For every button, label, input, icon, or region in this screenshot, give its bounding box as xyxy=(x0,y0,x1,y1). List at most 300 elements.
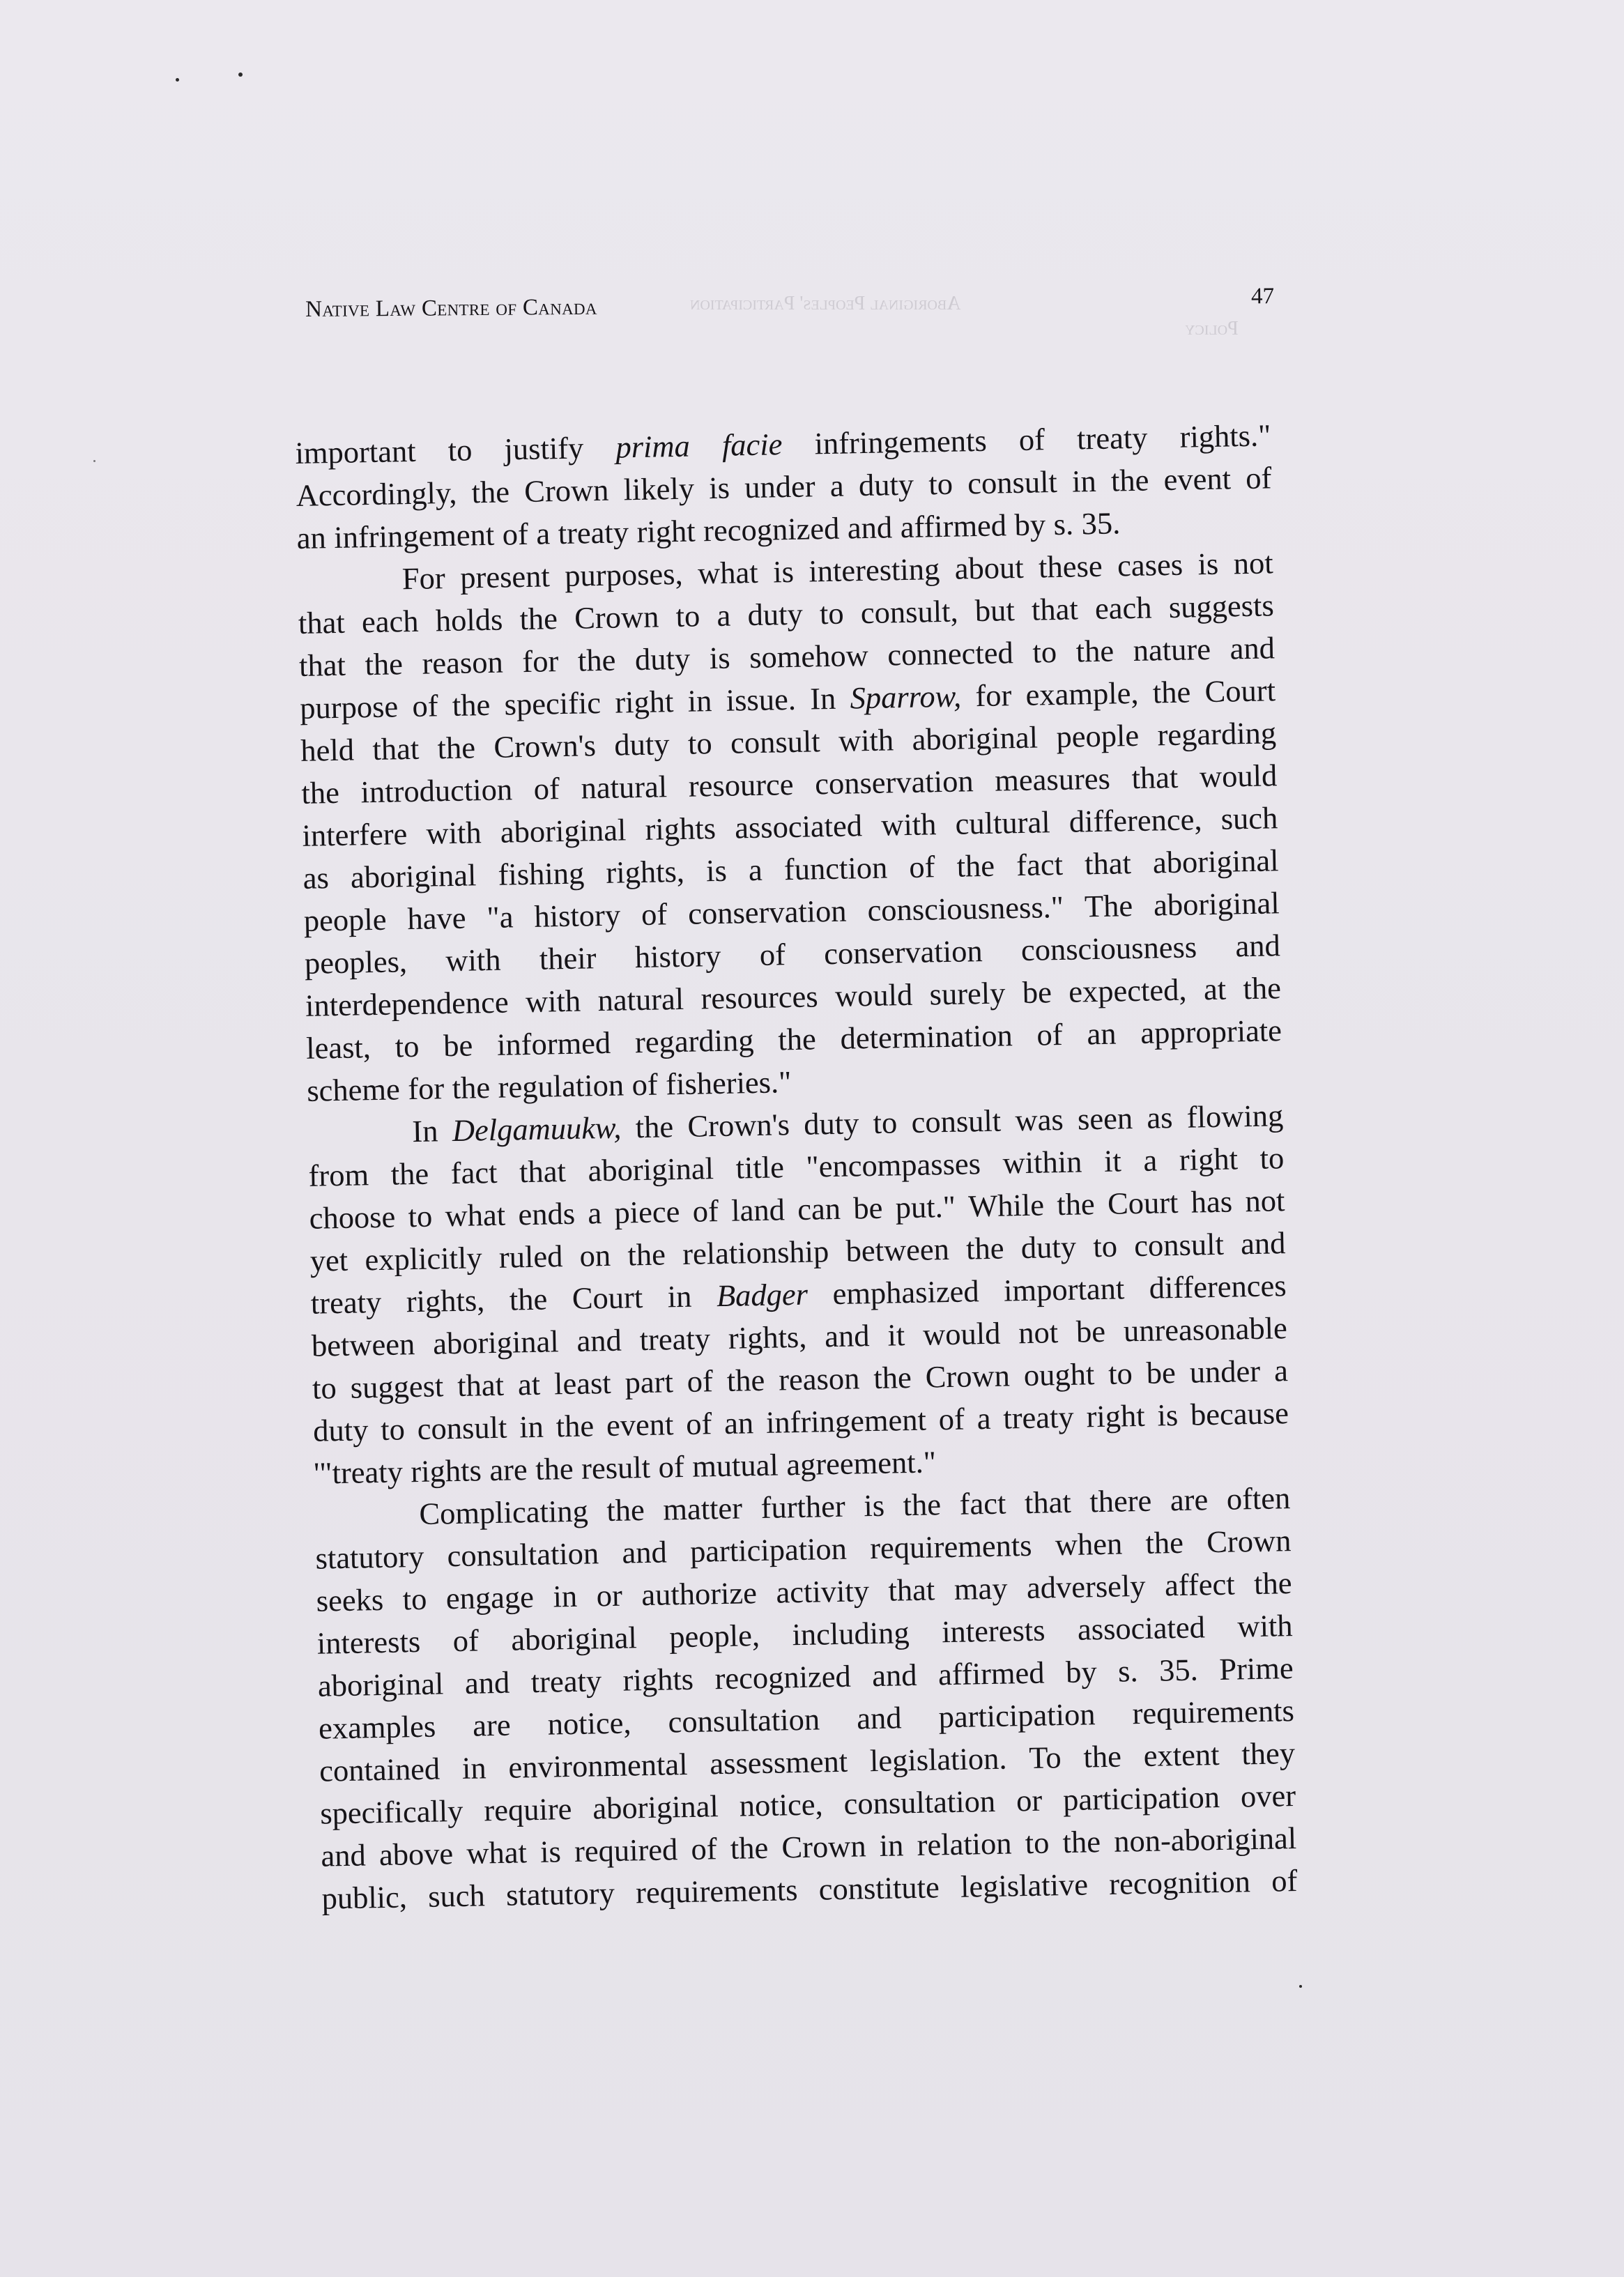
word: Accordingly, xyxy=(296,475,457,513)
word: participation xyxy=(1062,1779,1220,1818)
word: with xyxy=(880,806,937,843)
word: event xyxy=(1163,461,1232,498)
word: and xyxy=(1234,928,1281,964)
word: relation xyxy=(917,1825,1012,1862)
word: for xyxy=(407,1071,445,1107)
word: cases xyxy=(1117,546,1183,583)
word: explicitly xyxy=(365,1240,483,1278)
word: to xyxy=(1032,634,1057,670)
word: adversely xyxy=(1026,1567,1146,1606)
word: the xyxy=(452,687,491,723)
word: the xyxy=(1145,1524,1184,1561)
word: the xyxy=(635,1109,674,1145)
word: and xyxy=(847,509,893,546)
word: the xyxy=(1083,1738,1122,1774)
word: reason xyxy=(422,644,504,681)
word: choose xyxy=(309,1199,396,1236)
word: agreement." xyxy=(786,1444,937,1482)
word: under xyxy=(1189,1353,1261,1390)
word: when xyxy=(1055,1526,1123,1563)
word: consult xyxy=(417,1409,507,1447)
word: can xyxy=(797,1190,841,1227)
word: be xyxy=(852,1190,883,1226)
word: the xyxy=(956,848,995,884)
word: to xyxy=(402,1581,427,1617)
bleed-through-text: Policy xyxy=(1185,318,1239,339)
word: over xyxy=(1240,1778,1296,1814)
word: the xyxy=(903,1487,942,1523)
word: specific xyxy=(504,685,602,722)
word: right xyxy=(636,513,696,550)
word: important xyxy=(1003,1271,1125,1308)
word: of xyxy=(1271,1862,1298,1899)
word: affirmed xyxy=(900,507,1007,545)
scan-speck xyxy=(1299,1985,1302,1988)
italic-word: Sparrow, xyxy=(850,678,962,716)
word: Complicating xyxy=(419,1493,589,1531)
word: are xyxy=(472,1707,512,1743)
italic-word: Badger xyxy=(716,1276,809,1314)
word: somehow xyxy=(749,637,869,675)
word: rights, xyxy=(605,853,685,890)
word: consciousness xyxy=(1020,929,1197,968)
word: part xyxy=(625,1364,674,1400)
word: their xyxy=(539,940,597,976)
word: to xyxy=(675,598,700,634)
word: emphasized xyxy=(832,1273,980,1312)
word: the xyxy=(535,1450,574,1487)
word: activity xyxy=(776,1573,870,1610)
word: regarding xyxy=(634,1022,754,1060)
word: associated xyxy=(734,808,863,845)
word: affirmed xyxy=(937,1655,1045,1692)
word: duty xyxy=(1020,1229,1077,1266)
word: fisheries." xyxy=(665,1064,792,1102)
word: introduction xyxy=(360,772,513,810)
word: of xyxy=(533,771,560,806)
word: interdependence xyxy=(305,984,510,1023)
word: cultural xyxy=(955,804,1051,841)
word: the xyxy=(730,1830,769,1866)
word: seen xyxy=(1077,1101,1133,1137)
word: justify xyxy=(504,430,584,467)
word: to xyxy=(394,1028,420,1064)
word: determination xyxy=(840,1018,1013,1056)
word: by xyxy=(1065,1654,1098,1690)
word: and xyxy=(1240,1225,1286,1262)
word: conservation xyxy=(823,933,983,972)
word: the xyxy=(365,646,404,682)
word: affect xyxy=(1164,1566,1235,1603)
word: To xyxy=(1028,1740,1062,1776)
word: example, xyxy=(1025,675,1139,712)
word: the xyxy=(1253,1565,1292,1602)
word: present xyxy=(459,558,551,595)
word: s. xyxy=(1053,506,1074,542)
word: be xyxy=(1022,974,1052,1011)
word: of xyxy=(687,1363,714,1399)
word: as xyxy=(1146,1100,1173,1135)
word: to xyxy=(312,1370,337,1406)
word: history xyxy=(634,937,721,975)
word: reason xyxy=(778,1360,860,1397)
word: regarding xyxy=(1157,715,1277,753)
word: is xyxy=(705,852,728,889)
word: with xyxy=(838,722,894,758)
word: there xyxy=(1089,1482,1152,1519)
word: important xyxy=(295,433,417,470)
word: an xyxy=(723,1405,754,1441)
word: purposes, xyxy=(564,555,684,593)
word: "a xyxy=(487,899,514,935)
word: recognized xyxy=(714,1658,852,1696)
word: rights, xyxy=(728,1319,807,1356)
word: expected, xyxy=(1068,972,1187,1009)
word: requirements xyxy=(869,1527,1032,1566)
word: a xyxy=(976,1400,991,1436)
word: conservation xyxy=(814,763,974,802)
word: the xyxy=(556,1408,595,1444)
word: of xyxy=(502,516,529,552)
word: consultation xyxy=(668,1701,820,1740)
word: fact xyxy=(450,1154,498,1191)
word: regulation xyxy=(498,1067,625,1105)
word: to xyxy=(1025,1825,1050,1861)
word: interfere xyxy=(302,816,408,853)
word: the xyxy=(437,730,476,766)
word: on xyxy=(579,1237,611,1273)
word: In xyxy=(411,1113,438,1149)
word: rights xyxy=(645,811,717,847)
word: of xyxy=(1245,460,1272,496)
word: including xyxy=(792,1615,910,1653)
word: mutual xyxy=(691,1447,779,1484)
word: often xyxy=(1226,1480,1291,1517)
word: duty xyxy=(858,466,914,503)
word: and xyxy=(871,1657,917,1694)
word: history xyxy=(533,897,621,934)
word: the xyxy=(471,474,510,510)
word: recognized xyxy=(703,510,840,549)
word: the xyxy=(965,1230,1004,1266)
word: for xyxy=(521,643,559,680)
word: the xyxy=(777,1021,817,1057)
word: with xyxy=(1236,1608,1293,1644)
scan-speck xyxy=(176,78,179,82)
word: at xyxy=(1203,971,1227,1007)
word: that xyxy=(298,647,346,683)
word: title xyxy=(735,1149,785,1186)
word: because xyxy=(1190,1395,1289,1432)
word: between xyxy=(311,1326,415,1363)
word: the xyxy=(301,774,340,811)
word: what xyxy=(466,1834,528,1871)
word: of xyxy=(452,1623,480,1659)
word: people, xyxy=(668,1618,760,1655)
word: 35. xyxy=(1081,505,1121,542)
word: peoples, xyxy=(304,944,408,981)
word: Crown xyxy=(781,1828,866,1865)
word: Crown's xyxy=(493,728,597,765)
word: but xyxy=(974,592,1016,629)
word: by xyxy=(1014,507,1046,543)
word: is xyxy=(772,553,795,590)
word: treaty xyxy=(310,1284,382,1321)
word: a xyxy=(1273,1353,1289,1388)
word: least xyxy=(553,1365,612,1402)
word: participation xyxy=(938,1696,1096,1735)
word: in xyxy=(461,1750,487,1786)
word: infringements xyxy=(814,422,988,461)
word: Crown's xyxy=(687,1107,790,1144)
word: the xyxy=(726,1362,765,1398)
word: yet xyxy=(309,1242,348,1278)
word: recognition xyxy=(1108,1864,1251,1901)
word: For xyxy=(401,560,446,597)
word: about xyxy=(954,549,1025,586)
word: to xyxy=(1259,1140,1285,1176)
word: and xyxy=(856,1700,902,1736)
word: Crown xyxy=(925,1358,1011,1395)
word: to xyxy=(408,1198,433,1234)
word: surely xyxy=(929,975,1006,1012)
word: ruled xyxy=(498,1239,563,1275)
word: aboriginal xyxy=(1153,885,1280,923)
word: that xyxy=(371,730,420,767)
word: conservation xyxy=(687,893,847,931)
word: authorize xyxy=(641,1575,758,1613)
word: is xyxy=(1157,1397,1179,1433)
word: consultation xyxy=(843,1783,996,1821)
word: resources xyxy=(700,979,819,1016)
word: Prime xyxy=(1218,1650,1294,1687)
word: not xyxy=(1018,1314,1059,1351)
word: they xyxy=(1241,1735,1296,1772)
word: it xyxy=(1103,1143,1122,1179)
word: for xyxy=(974,677,1012,714)
word: examples xyxy=(318,1708,436,1746)
word: Court xyxy=(1107,1184,1179,1221)
word: in xyxy=(879,1827,904,1863)
word: is xyxy=(1197,546,1219,582)
word: to xyxy=(928,466,953,502)
word: issue. xyxy=(726,681,797,718)
word: people xyxy=(303,901,387,938)
word: further xyxy=(760,1488,846,1526)
word: ends xyxy=(518,1195,576,1232)
word: a xyxy=(748,852,763,888)
word: of xyxy=(692,1193,719,1229)
word: of xyxy=(685,1406,712,1441)
word: function xyxy=(783,850,888,887)
word: natural xyxy=(581,769,668,806)
word: to xyxy=(687,726,713,761)
word: the xyxy=(627,1236,666,1273)
word: the xyxy=(1062,1824,1101,1860)
word: appropriate xyxy=(1140,1013,1282,1050)
page-number: 47 xyxy=(1250,284,1275,309)
word: consult xyxy=(911,1103,1002,1140)
word: consciousness." xyxy=(867,889,1064,928)
word: rights, xyxy=(406,1282,485,1319)
word: result xyxy=(581,1449,651,1486)
word: the xyxy=(873,1360,912,1396)
word: aboriginal xyxy=(510,1620,638,1657)
word: to xyxy=(1092,1228,1118,1264)
word: Court xyxy=(1204,673,1276,710)
word: people xyxy=(1056,717,1140,755)
word: what xyxy=(697,554,759,591)
word: duty xyxy=(634,641,691,677)
word: of xyxy=(1018,422,1045,457)
running-head xyxy=(305,284,1274,333)
word: informed xyxy=(496,1025,611,1062)
word: to xyxy=(380,1411,406,1447)
word: unreasonable xyxy=(1123,1310,1288,1349)
word: difference, xyxy=(1068,802,1202,839)
word: fishing xyxy=(498,855,585,892)
word: is xyxy=(863,1487,885,1524)
word: would xyxy=(1199,758,1278,795)
word: to xyxy=(447,432,473,468)
word: have xyxy=(407,900,466,937)
word: under xyxy=(744,468,816,505)
word: environmental xyxy=(508,1746,688,1785)
word: in xyxy=(553,1578,578,1614)
word: would xyxy=(834,976,913,1013)
word: or xyxy=(1016,1782,1043,1818)
word: least, xyxy=(305,1029,371,1066)
word: non-aboriginal xyxy=(1113,1820,1297,1859)
word: such xyxy=(427,1878,486,1914)
word: treaty xyxy=(639,1321,711,1358)
word: in xyxy=(667,1278,692,1314)
word: a xyxy=(829,468,845,503)
word: an xyxy=(1086,1015,1117,1052)
word: that xyxy=(1031,591,1079,627)
word: constitute xyxy=(818,1869,940,1907)
word: a xyxy=(1143,1142,1158,1178)
word: specifically xyxy=(319,1793,464,1831)
word: above xyxy=(378,1836,454,1873)
word: notice, xyxy=(547,1705,631,1742)
word: be xyxy=(1146,1355,1177,1390)
word: and xyxy=(622,1534,668,1570)
word: aboriginal xyxy=(592,1788,719,1826)
word: within xyxy=(1002,1144,1082,1181)
word: or xyxy=(596,1577,623,1613)
word: interests xyxy=(941,1612,1045,1650)
word: of xyxy=(759,937,786,972)
word: of xyxy=(908,849,935,884)
word: assessment xyxy=(709,1743,848,1781)
word: put." xyxy=(895,1188,956,1225)
word: be xyxy=(1075,1313,1106,1349)
word: "encompasses xyxy=(806,1146,981,1184)
word: notice, xyxy=(739,1786,824,1823)
word: that xyxy=(888,1572,935,1608)
word: that xyxy=(298,604,346,641)
word: is xyxy=(539,1834,562,1869)
word: the xyxy=(1152,674,1191,710)
word: rights xyxy=(622,1661,694,1698)
word: duty xyxy=(747,596,804,633)
word: consult xyxy=(967,463,1058,501)
word: interests xyxy=(316,1623,421,1661)
word: relationship xyxy=(682,1234,829,1272)
word: Court xyxy=(572,1280,643,1316)
word: holds xyxy=(435,601,503,638)
word: is xyxy=(708,470,730,506)
word: and xyxy=(320,1837,367,1873)
word: of xyxy=(691,1831,718,1866)
word: require xyxy=(483,1791,572,1828)
word: consult xyxy=(1133,1226,1225,1264)
word: duty xyxy=(312,1412,369,1448)
word: '"treaty xyxy=(313,1454,404,1491)
word: aboriginal xyxy=(432,1324,560,1361)
word: likely xyxy=(623,470,695,507)
word: the xyxy=(1075,633,1114,669)
scan-speck xyxy=(93,460,95,462)
bleed-through-text: Aboriginal Peoples' Participation xyxy=(690,293,961,314)
scan-speck xyxy=(238,72,243,77)
word: land xyxy=(730,1192,786,1228)
word: of xyxy=(938,1401,965,1437)
word: not xyxy=(1245,1183,1285,1219)
word: ought xyxy=(1023,1356,1095,1393)
word: such xyxy=(1220,800,1278,836)
word: infringement xyxy=(333,516,495,555)
word: seeks xyxy=(316,1581,384,1618)
word: right xyxy=(614,684,674,720)
word: consult xyxy=(730,723,821,760)
word: statutory xyxy=(505,1875,615,1912)
word: associated xyxy=(1077,1609,1206,1647)
word: treaty xyxy=(558,514,629,551)
word: and xyxy=(464,1664,510,1701)
word: infringement xyxy=(765,1402,927,1440)
word: with xyxy=(426,815,482,851)
word: nature xyxy=(1133,631,1211,668)
word: with xyxy=(525,983,581,1020)
word: measures xyxy=(994,760,1111,798)
word: with xyxy=(445,942,501,979)
italic-word: facie xyxy=(721,427,783,463)
word: of xyxy=(412,688,439,723)
word: that xyxy=(457,1367,505,1403)
word: s. xyxy=(1117,1653,1139,1689)
word: suggests xyxy=(1168,588,1275,625)
word: right xyxy=(1179,1141,1239,1177)
word: and xyxy=(824,1318,870,1354)
word: duty xyxy=(803,1105,859,1142)
word: of xyxy=(1036,1016,1064,1052)
word: Crown xyxy=(1206,1523,1292,1560)
word: would xyxy=(922,1315,1001,1352)
word: be xyxy=(443,1027,473,1064)
word: rights." xyxy=(1179,417,1271,454)
word: While xyxy=(967,1187,1045,1224)
word: matter xyxy=(662,1490,743,1527)
word: treaty xyxy=(1076,420,1148,457)
word: connected xyxy=(887,635,1014,673)
word: are xyxy=(1170,1482,1209,1518)
word: the xyxy=(509,1281,548,1317)
word: the xyxy=(606,1492,645,1528)
body-text xyxy=(295,414,1298,1919)
word: contained xyxy=(319,1751,441,1788)
